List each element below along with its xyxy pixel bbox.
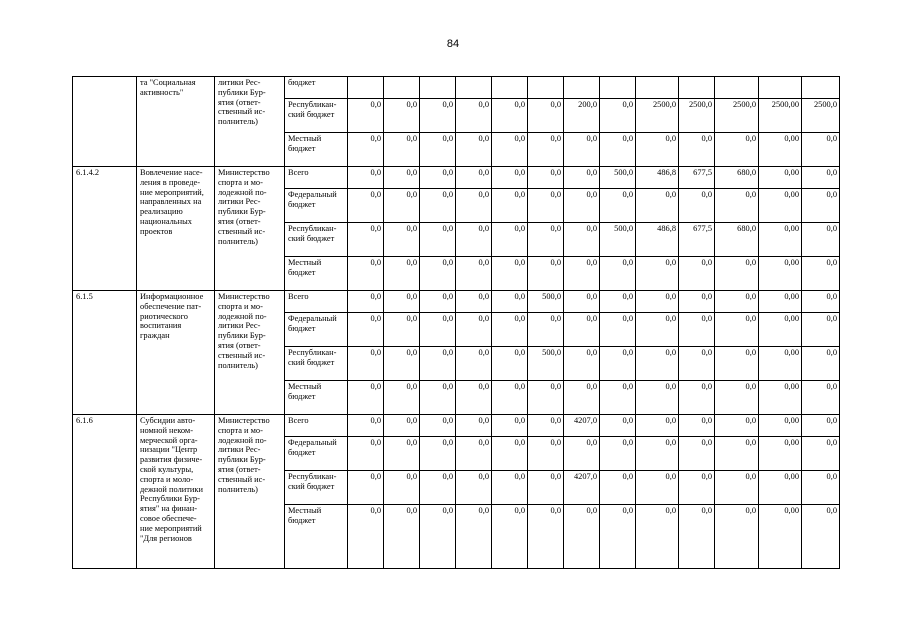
amount-cell: 0,0 [715,133,759,167]
amount-cell: 0,0 [564,189,600,223]
amount-cell: 0,0 [492,313,528,347]
amount-cell [456,77,492,99]
funding-source: Всего [285,291,348,313]
amount-cell: 0,00 [759,313,802,347]
amount-cell: 4207,0 [564,471,600,505]
funding-source: Местный бюджет [285,133,348,167]
amount-cell: 0,0 [492,347,528,381]
amount-cell: 0,0 [564,257,600,291]
amount-cell: 0,0 [384,471,420,505]
amount-cell: 0,0 [348,415,384,437]
amount-cell: 0,0 [802,223,840,257]
amount-cell: 0,00 [759,471,802,505]
amount-cell: 0,0 [802,133,840,167]
item-name: Информационное обеспечение пат- риотического воспитания граждан [137,291,215,415]
amount-cell: 0,0 [600,471,636,505]
amount-cell: 0,0 [420,167,456,189]
amount-cell: 0,0 [348,471,384,505]
amount-cell: 0,0 [348,291,384,313]
amount-cell: 680,0 [715,223,759,257]
amount-cell: 0,0 [679,291,715,313]
amount-cell: 0,0 [600,313,636,347]
amount-cell: 0,0 [636,347,679,381]
amount-cell: 0,0 [564,313,600,347]
amount-cell: 0,0 [420,437,456,471]
amount-cell: 0,0 [492,415,528,437]
amount-cell: 0,0 [679,347,715,381]
funding-source: Федеральный бюджет [285,189,348,223]
amount-cell: 0,0 [600,189,636,223]
amount-cell: 0,0 [492,437,528,471]
amount-cell: 0,0 [679,189,715,223]
amount-cell: 0,0 [528,223,564,257]
funding-source: Республикан- ский бюджет [285,223,348,257]
amount-cell: 0,0 [636,189,679,223]
amount-cell: 4207,0 [564,415,600,437]
amount-cell [420,77,456,99]
item-code: 6.1.6 [73,415,137,569]
amount-cell: 0,0 [679,505,715,569]
item-name: та "Социальная активность" [137,77,215,167]
table-row [73,167,840,189]
funding-source: Местный бюджет [285,381,348,415]
amount-cell [348,77,384,99]
amount-cell: 0,0 [384,313,420,347]
amount-cell: 0,0 [636,133,679,167]
amount-cell [802,77,840,99]
budget-table [72,76,840,569]
amount-cell: 0,0 [456,415,492,437]
amount-cell: 0,0 [456,471,492,505]
amount-cell: 500,0 [528,291,564,313]
amount-cell: 0,0 [420,223,456,257]
amount-cell: 0,00 [759,167,802,189]
amount-cell [528,77,564,99]
funding-source: Всего [285,415,348,437]
amount-cell: 0,0 [348,505,384,569]
amount-cell: 500,0 [600,167,636,189]
item-executor: Министерство спорта и мо- лодежной по- литики Рес- публики Бур- ятия (ответ- ственный ис- полнитель) [215,291,285,415]
funding-source: Федеральный бюджет [285,313,348,347]
amount-cell: 0,0 [636,415,679,437]
amount-cell: 0,0 [600,437,636,471]
page-number: 84 [446,38,460,50]
amount-cell [492,77,528,99]
amount-cell: 0,0 [715,381,759,415]
amount-cell: 0,0 [348,99,384,133]
funding-source: Федеральный бюджет [285,437,348,471]
item-executor: Министерство спорта и мо- лодежной по- литики Рес- публики Бур- ятия (ответ- ственный ис- полнитель) [215,167,285,291]
amount-cell: 0,0 [564,133,600,167]
amount-cell: 0,0 [384,133,420,167]
amount-cell: 0,0 [528,437,564,471]
amount-cell: 0,0 [715,437,759,471]
amount-cell: 0,0 [715,189,759,223]
amount-cell [564,77,600,99]
amount-cell: 0,0 [492,291,528,313]
amount-cell: 0,0 [715,347,759,381]
amount-cell: 0,0 [679,381,715,415]
amount-cell: 0,0 [384,167,420,189]
amount-cell: 0,0 [348,189,384,223]
amount-cell: 0,0 [600,291,636,313]
amount-cell: 0,0 [420,313,456,347]
amount-cell: 0,0 [528,257,564,291]
amount-cell: 0,00 [759,347,802,381]
item-name: Вовлечение насе- ления в проведе- ние мероприятий, направленных на реализацию национальных проектов [137,167,215,291]
amount-cell: 486,8 [636,223,679,257]
amount-cell: 0,0 [456,189,492,223]
amount-cell: 0,0 [636,471,679,505]
amount-cell: 677,5 [679,223,715,257]
amount-cell: 0,0 [802,189,840,223]
amount-cell: 0,00 [759,257,802,291]
amount-cell: 680,0 [715,167,759,189]
amount-cell: 0,0 [802,437,840,471]
amount-cell: 0,0 [384,505,420,569]
amount-cell: 0,00 [759,223,802,257]
amount-cell: 0,0 [802,381,840,415]
amount-cell: 0,0 [456,257,492,291]
amount-cell: 0,0 [528,381,564,415]
amount-cell: 0,0 [420,415,456,437]
amount-cell [600,77,636,99]
amount-cell: 0,0 [420,99,456,133]
amount-cell: 0,0 [636,437,679,471]
amount-cell: 0,00 [759,437,802,471]
amount-cell: 0,0 [384,223,420,257]
amount-cell: 0,0 [528,133,564,167]
amount-cell: 0,0 [456,167,492,189]
amount-cell: 0,0 [679,471,715,505]
amount-cell: 0,0 [600,257,636,291]
amount-cell: 0,0 [348,223,384,257]
amount-cell: 0,0 [420,347,456,381]
amount-cell: 0,0 [528,99,564,133]
amount-cell: 0,00 [759,381,802,415]
amount-cell: 0,0 [564,437,600,471]
amount-cell: 0,0 [492,99,528,133]
amount-cell: 0,0 [564,167,600,189]
amount-cell: 0,0 [528,471,564,505]
amount-cell: 0,00 [759,505,802,569]
amount-cell: 0,0 [384,347,420,381]
amount-cell [759,77,802,99]
amount-cell: 0,0 [636,291,679,313]
amount-cell: 0,0 [636,505,679,569]
amount-cell: 2500,0 [679,99,715,133]
amount-cell: 0,0 [679,313,715,347]
amount-cell: 0,0 [420,381,456,415]
amount-cell: 0,0 [348,313,384,347]
amount-cell: 0,0 [456,505,492,569]
amount-cell: 0,00 [759,189,802,223]
amount-cell: 0,0 [564,291,600,313]
amount-cell: 0,0 [492,471,528,505]
amount-cell: 0,0 [802,471,840,505]
amount-cell [679,77,715,99]
amount-cell: 0,0 [528,189,564,223]
amount-cell: 500,0 [528,347,564,381]
amount-cell: 0,0 [384,381,420,415]
amount-cell: 0,0 [384,99,420,133]
item-name: Субсидии авто- номной неком- мерческой орга- низации "Центр развития физиче- ской культуры, спорта и моло- дежной политики Республики Бур- ятия" на финан- совое обеспече- ние мероприятий "Для регионов [137,415,215,569]
amount-cell: 0,0 [348,167,384,189]
amount-cell: 0,0 [492,223,528,257]
amount-cell: 0,0 [492,381,528,415]
amount-cell: 0,0 [420,189,456,223]
amount-cell: 0,0 [600,415,636,437]
amount-cell: 0,0 [456,291,492,313]
amount-cell: 0,0 [384,291,420,313]
funding-source: Всего [285,167,348,189]
amount-cell: 0,0 [564,381,600,415]
amount-cell: 0,0 [600,381,636,415]
amount-cell: 0,0 [492,133,528,167]
amount-cell: 0,00 [759,133,802,167]
amount-cell: 0,0 [528,313,564,347]
amount-cell: 0,0 [636,257,679,291]
amount-cell: 0,0 [715,505,759,569]
amount-cell: 0,0 [679,437,715,471]
amount-cell: 0,0 [802,291,840,313]
amount-cell: 0,0 [420,471,456,505]
amount-cell: 0,0 [600,99,636,133]
amount-cell: 0,0 [528,505,564,569]
amount-cell: 0,0 [715,291,759,313]
amount-cell: 0,0 [564,223,600,257]
amount-cell: 0,0 [802,167,840,189]
amount-cell: 0,0 [456,437,492,471]
amount-cell: 0,0 [636,313,679,347]
amount-cell: 0,0 [492,257,528,291]
amount-cell: 0,0 [715,471,759,505]
amount-cell: 200,0 [564,99,600,133]
amount-cell [715,77,759,99]
funding-source: Республикан- ский бюджет [285,347,348,381]
amount-cell: 0,0 [420,257,456,291]
amount-cell: 0,0 [348,347,384,381]
amount-cell: 0,0 [715,415,759,437]
funding-source: бюджет [285,77,348,99]
amount-cell: 0,0 [456,133,492,167]
amount-cell: 2500,00 [759,99,802,133]
amount-cell: 0,0 [420,133,456,167]
amount-cell: 0,0 [456,381,492,415]
amount-cell: 0,0 [636,381,679,415]
amount-cell: 0,0 [528,167,564,189]
amount-cell: 0,0 [384,257,420,291]
amount-cell: 0,0 [348,257,384,291]
amount-cell: 0,0 [384,189,420,223]
amount-cell [384,77,420,99]
amount-cell: 0,0 [492,167,528,189]
amount-cell: 0,0 [384,437,420,471]
item-code [73,77,137,167]
amount-cell: 2500,0 [802,99,840,133]
funding-source: Местный бюджет [285,505,348,569]
amount-cell: 0,0 [348,381,384,415]
amount-cell: 0,00 [759,291,802,313]
amount-cell: 0,0 [715,313,759,347]
amount-cell: 0,0 [715,257,759,291]
table-row [73,415,840,437]
amount-cell: 2500,0 [715,99,759,133]
funding-source: Местный бюджет [285,257,348,291]
amount-cell: 0,0 [679,415,715,437]
item-executor: литики Рес- публики Бур- ятия (ответ- ственный ис- полнитель) [215,77,285,167]
amount-cell: 0,0 [564,505,600,569]
amount-cell: 0,0 [802,415,840,437]
amount-cell: 0,0 [420,505,456,569]
amount-cell: 0,0 [456,347,492,381]
amount-cell: 0,0 [384,415,420,437]
item-code: 6.1.4.2 [73,167,137,291]
amount-cell: 0,0 [456,313,492,347]
amount-cell: 0,0 [600,347,636,381]
amount-cell: 0,0 [679,133,715,167]
amount-cell: 0,0 [528,415,564,437]
amount-cell: 0,0 [348,133,384,167]
funding-source: Республикан- ский бюджет [285,99,348,133]
amount-cell: 0,0 [492,189,528,223]
amount-cell [636,77,679,99]
amount-cell: 0,00 [759,415,802,437]
amount-cell: 0,0 [802,313,840,347]
amount-cell: 677,5 [679,167,715,189]
amount-cell: 0,0 [456,99,492,133]
amount-cell: 2500,0 [636,99,679,133]
amount-cell: 0,0 [802,505,840,569]
table-row [73,291,840,313]
amount-cell: 0,0 [600,133,636,167]
amount-cell: 0,0 [348,437,384,471]
amount-cell: 0,0 [420,291,456,313]
amount-cell: 486,8 [636,167,679,189]
amount-cell: 0,0 [802,347,840,381]
amount-cell: 0,0 [456,223,492,257]
funding-source: Республикан- ский бюджет [285,471,348,505]
amount-cell: 0,0 [679,257,715,291]
item-executor: Министерство спорта и мо- лодежной по- литики Рес- публики Бур- ятия (ответ- ственный ис- полнитель) [215,415,285,569]
amount-cell: 0,0 [492,505,528,569]
table-row [73,77,840,99]
amount-cell: 0,0 [564,347,600,381]
item-code: 6.1.5 [73,291,137,415]
amount-cell: 500,0 [600,223,636,257]
amount-cell: 0,0 [600,505,636,569]
amount-cell: 0,0 [802,257,840,291]
